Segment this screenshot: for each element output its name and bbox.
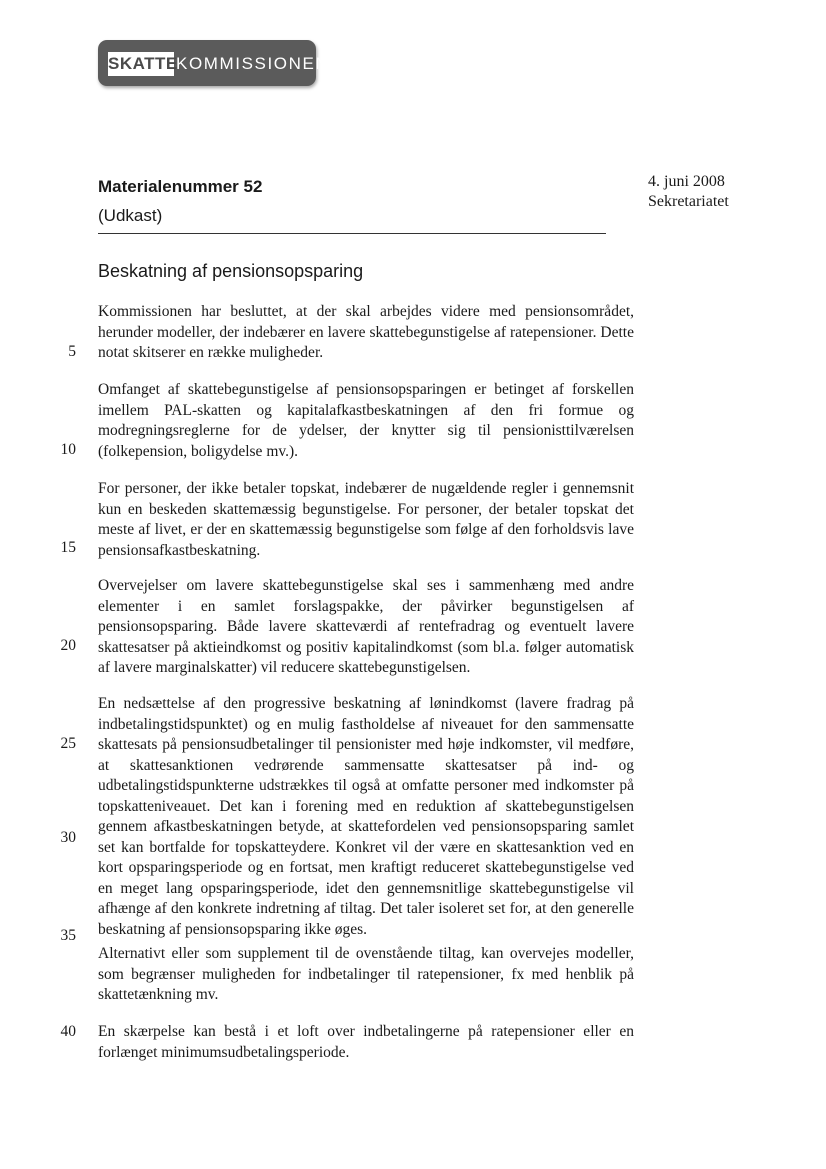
line-number: 20 xyxy=(60,637,76,654)
draft-label: (Udkast) xyxy=(98,206,163,225)
paragraph-6: Alternativt eller som supplement til de ovenstående tiltag, kan overvejes modeller, som begrænser muligheden for indbetalinger til ratepensioner, fx med henblik på skattetænkning mv. xyxy=(98,945,634,1003)
header-divider xyxy=(98,233,606,234)
line-number: 10 xyxy=(60,441,76,458)
line-number: 35 xyxy=(60,927,76,944)
paragraph-7: En skærpelse kan bestå i et loft over indbetalingerne på ratepensioner eller en forlænget minimumsudbetalingsperiode. xyxy=(98,1023,634,1061)
document-author: Sekretariatet xyxy=(648,193,729,210)
line-number: 30 xyxy=(60,829,76,846)
paragraph-1: Kommissionen har besluttet, at der skal arbejdes videre med pensionsområdet, herunder modeller, der indebærer en lavere skattebegunstigelse af ratepensioner. Dette notat skitserer en række muligheder. xyxy=(98,303,634,361)
document-date: 4. juni 2008 xyxy=(648,173,725,190)
paragraph-4: Overvejelser om lavere skattebegunstigelse skal ses i sammenhæng med andre elementer i en samlet forslagspakke, der påvirker begunstigelsen af pensionsopsparing. Både lavere skatteværdi af rentefradrag og eventuelt lavere skattesatser på aktieindkomst og positiv kapitalindkomst (som bl.a. følger automatisk af lavere marginalskatter) vil reducere skattebegunstigelsen. xyxy=(98,577,634,676)
paragraph-3: For personer, der ikke betaler topskat, indebærer de nugældende regler i gennemsnit kun en beskeden skattemæssig begunstigelse. For personer, der betaler topskat det meste af livet, er der en skattemæssig begunstigelse som følge af den forholdsvis lave pensionsafkastbeskatning. xyxy=(98,480,634,559)
skattekommissionen-logo xyxy=(98,40,330,86)
paragraph-2: Omfanget af skattebegunstigelse af pensionsopsparingen er betinget af forskellen imellem PAL-skatten og kapitalafkastbeskatningen af den fri formue og modregningsreglerne for de ydelser, der knytter sig til pensionisttilværelsen (folkepension, boligydelse mv.). xyxy=(98,381,634,460)
date-block xyxy=(648,172,748,212)
line-number: 40 xyxy=(60,1023,76,1040)
line-number: 15 xyxy=(60,539,76,556)
document-title: Beskatning af pensionsopsparing xyxy=(98,261,364,281)
logo-skatte-text: SKATTE xyxy=(108,52,174,76)
line-number: 25 xyxy=(60,735,76,752)
logo-kommissionen-text: KOMMISSIONEN xyxy=(176,54,330,73)
line-number: 5 xyxy=(68,343,76,360)
paragraph-5: En nedsættelse af den progressive beskatning af lønindkomst (lavere fradrag på indbetalingstidspunktet) og en mulig fastholdelse af niveauet for den sammensatte skattesats på pensionsudbetalinger til pensionister med høje indkomster, vil medføre, at skattesanktionen vedrørende sammensatte skattesatser på ind- og udbetalingstidspunkterne udstrækkes til også at omfatte personer med indkomster på topskatteniveauet. Det kan i forening med en reduktion af skattebegunstigelsen gennem afkastbeskatningen betyde, at skattefordelen ved pensionsopsparing samlet set kan bortfalde for topskatteydere. Konkret vil der være en skattesanktion ved en kort opsparingsperiode og en fortsat, men kraftigt reduceret skattebegunstigelse ved en meget lang opsparingsperiode, idet den gennemsnitlige skattebegunstigelse vil afhænge af den konkrete indretning af tiltag. Det taler isoleret set for, at den generelle beskatning af pensionsopsparing ikke øges. xyxy=(98,695,634,938)
material-number: Materialenummer 52 xyxy=(98,177,263,196)
